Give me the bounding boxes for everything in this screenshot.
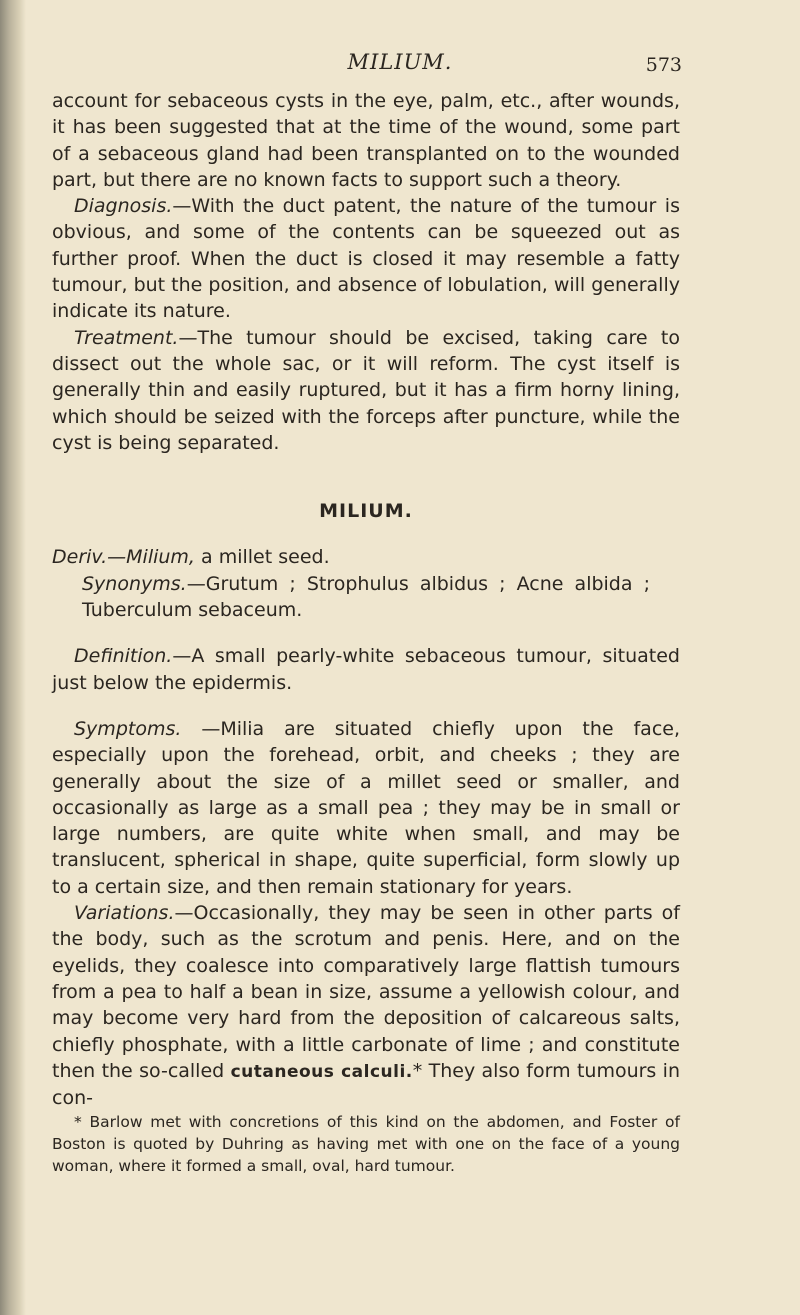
treatment-label: Treatment. <box>74 326 179 349</box>
variations-text-end: They also form tumours in con- <box>52 1059 680 1110</box>
paragraph-definition <box>52 643 680 696</box>
paragraph-diagnosis <box>52 193 680 324</box>
running-head: MILIUM. <box>347 50 453 74</box>
synonyms-label: Synonyms. <box>82 572 187 595</box>
footnote-marker: * <box>412 1059 423 1082</box>
diagnosis-text: —With the duct patent, the nature of the tumour is obvious, and some of the contents can be squeezed out as further proof. When the duct is closed it may resemble a fatty tumour, but the position, and absence of lobulation, will generally indicate its nature. <box>52 195 680 323</box>
paragraph-symptoms <box>52 716 680 900</box>
definition-label: Definition. <box>74 645 173 668</box>
deriv-text: a millet seed. <box>194 546 330 569</box>
variations-text: —Occasionally, they may be seen in other parts of the body, such as the scrotum and penis. Here, and on the eyelids, they coalesce into comparatively large flattish tumours from a pea to half a bean in size, assume a yellowish colour, and may become very hard from the deposition of calcareous salts, chiefly phosphate, with a little carbonate of lime ; and constitute then the so-called <box>52 902 680 1082</box>
section-title-milium: MILIUM. <box>319 500 413 523</box>
page-header <box>0 46 800 82</box>
footnote: * Barlow met with concretions of this kind on the abdomen, and Foster of Boston is quoted by Duhring as having met with one on the face of a young woman, where it formed a small, oval, hard tumour. <box>52 1113 680 1176</box>
symptoms-label: Symptoms. <box>74 717 182 740</box>
treatment-text: —The tumour should be excised, taking care to dissect out the whole sac, or it will reform. The cyst itself is generally thin and easily ruptured, but it has a firm horny lining, which should be seized with the forceps after puncture, while the cyst is being separated. <box>52 326 680 454</box>
synonyms-line <box>52 571 680 624</box>
page-body <box>52 88 680 1177</box>
paragraph-sebaceous-cysts: account for sebaceous cysts in the eye, palm, etc., after wounds, it has been suggested that at the time of the wound, some part of a sebaceous gland had been transplanted on to the wounded part, but there are no known facts to support such a theory. <box>52 90 680 191</box>
synonyms-text: —Grutum ; Strophulus albidus ; Acne albida ; Tuberculum sebaceum. <box>82 572 650 622</box>
page-number: 573 <box>645 54 682 76</box>
deriv-term: —Milium, <box>107 546 195 569</box>
derivation-line <box>52 544 680 570</box>
variations-label: Variations. <box>74 902 175 925</box>
symptoms-text: —Milia are situated chiefly upon the face, especially upon the forehead, orbit, and cheeks ; they are generally about the size of a millet seed or smaller, and occasionally as large as a small pea ; they may be in small or large numbers, are quite white when small, and may be translucent, spherical in shape, quite superficial, form slowly up to a certain size, and then remain stationary for years. <box>52 717 680 898</box>
definition-text: —A small pearly-white sebaceous tumour, situated just below the epidermis. <box>52 645 680 694</box>
cutaneous-calculi-term: cutaneous calculi. <box>230 1061 413 1082</box>
paragraph-variations <box>52 900 680 1111</box>
diagnosis-label: Diagnosis. <box>74 195 173 218</box>
deriv-label: Deriv. <box>52 546 108 569</box>
paragraph-treatment <box>52 325 680 456</box>
